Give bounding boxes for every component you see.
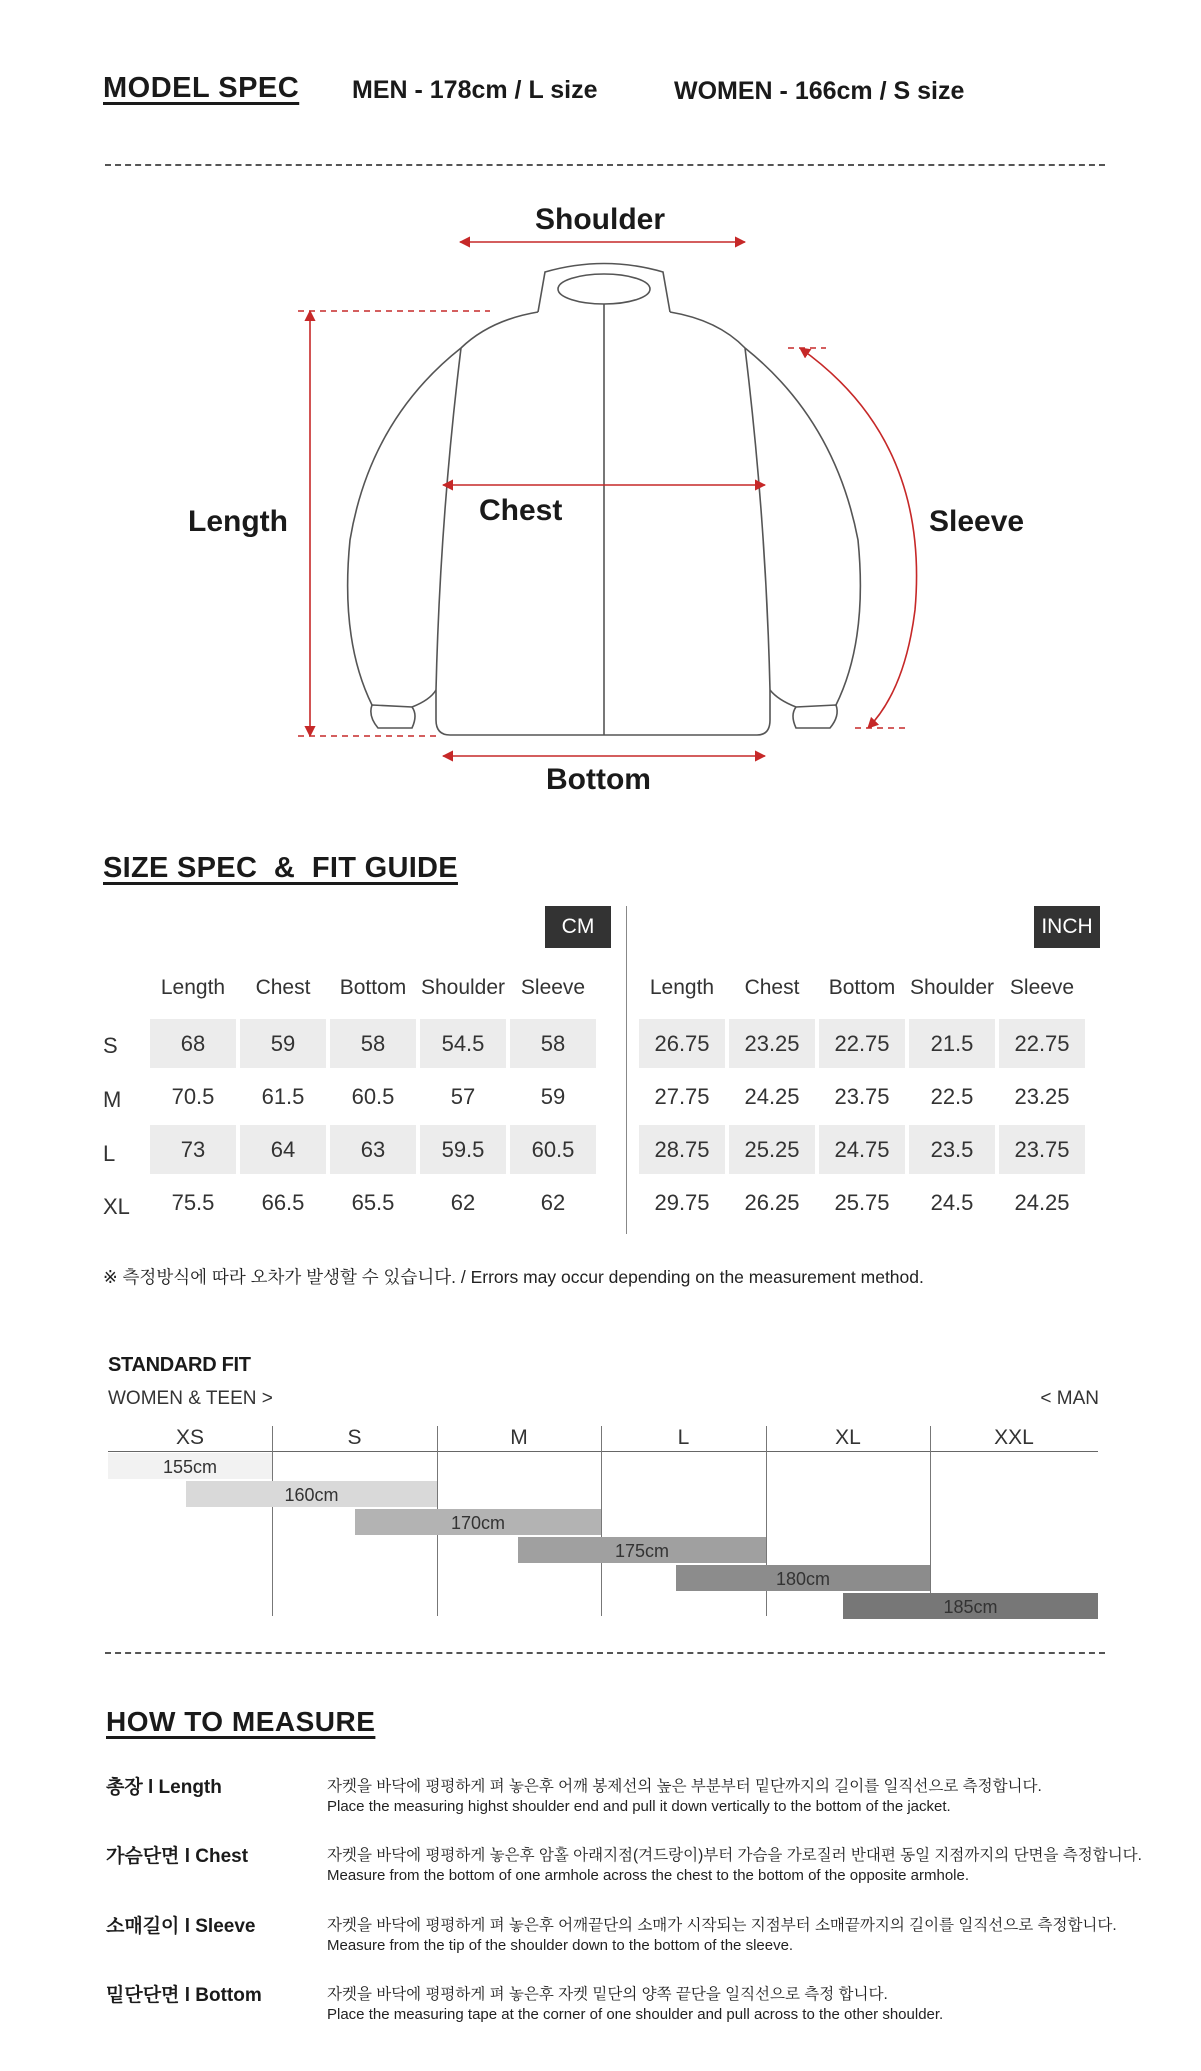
cell: 23.5	[909, 1125, 995, 1174]
cell: 24.5	[930, 1189, 974, 1215]
cell: 66.5	[261, 1189, 305, 1215]
cell: 24.75	[819, 1125, 905, 1174]
table-row	[150, 1125, 596, 1174]
jacket-diagram	[0, 180, 1201, 820]
fit-divider	[601, 1426, 602, 1616]
measure-desc-ko: 자켓을 바닥에 평평하게 놓은후 암홀 아래지점(겨드랑이)부터 가슴을 가로질러 반대편 동일 지점까지의 단면을 측정합니다.	[327, 1847, 1142, 1864]
measure-desc-ko: 자켓을 바닥에 평평하게 펴 놓은후 어깨끝단의 소매가 시작되는 지점부터 소매끝까지의 길이를 일직선으로 측정합니다.	[327, 1917, 1117, 1934]
cell: 26.25	[744, 1189, 800, 1215]
fit-divider	[272, 1426, 273, 1616]
model-spec-title: MODEL SPEC	[103, 72, 300, 104]
how-to-measure-title: HOW TO MEASURE	[106, 1706, 376, 1737]
cell: 63	[330, 1125, 416, 1174]
table-row	[150, 1072, 596, 1121]
chest-label: Chest	[479, 494, 563, 527]
measure-term-bottom: 밑단단면 l Bottom	[106, 1985, 262, 2006]
cell: 23.25	[1014, 1083, 1070, 1109]
cell: 62	[540, 1189, 566, 1215]
col-header: Sleeve	[520, 976, 586, 999]
cell: 73	[150, 1125, 236, 1174]
cell: 24.25	[744, 1083, 800, 1109]
measurement-note: ※ 측정방식에 따라 오차가 발생할 수 있습니다. / Errors may occur depending on the measurement method.	[103, 1267, 924, 1287]
cell: 27.75	[654, 1083, 710, 1109]
col-header: Length	[160, 976, 226, 999]
cell: 58	[330, 1019, 416, 1068]
col-header: Bottom	[828, 976, 896, 999]
measure-desc-ko: 자켓을 바닥에 평평하게 펴 놓은후 자켓 밑단의 양쪽 끝단을 일직선으로 측정 합니다.	[327, 1986, 888, 2003]
fit-divider	[930, 1426, 931, 1616]
cell: 60.5	[510, 1125, 596, 1174]
cell: 59	[240, 1019, 326, 1068]
cell: 26.75	[639, 1019, 725, 1068]
fit-left-label: WOMEN & TEEN >	[108, 1388, 273, 1409]
jacket-outline	[348, 264, 861, 736]
cell: 25.25	[729, 1125, 815, 1174]
cell: 23.75	[999, 1125, 1085, 1174]
fit-bar-180: 180cm	[676, 1565, 930, 1591]
measure-term-length: 총장 l Length	[106, 1777, 222, 1798]
size-label-l: L	[103, 1141, 116, 1166]
bottom-label: Bottom	[546, 763, 651, 796]
cell: 65.5	[351, 1189, 395, 1215]
cell: 75.5	[171, 1189, 215, 1215]
divider	[105, 1652, 1105, 1654]
cell: 70.5	[171, 1083, 215, 1109]
table-row	[150, 1178, 596, 1227]
sleeve-label: Sleeve	[929, 505, 1025, 538]
table-row	[639, 1178, 1085, 1227]
table-row	[150, 1019, 596, 1068]
fit-right-label: < MAN	[1040, 1388, 1099, 1409]
cell: 22.75	[999, 1019, 1085, 1068]
cell: 58	[510, 1019, 596, 1068]
cell: 59	[540, 1083, 566, 1109]
fit-chart	[108, 1426, 1098, 1616]
cell: 61.5	[261, 1083, 305, 1109]
size-label-s: S	[103, 1033, 118, 1058]
col-header: Shoulder	[909, 976, 995, 999]
cell: 24.25	[1014, 1189, 1070, 1215]
shoulder-label: Shoulder	[535, 203, 666, 236]
fit-bar-155: 155cm	[108, 1453, 272, 1479]
cell: 28.75	[639, 1125, 725, 1174]
fit-size-s: S	[347, 1426, 362, 1449]
length-label: Length	[188, 505, 288, 538]
size-label-xl: XL	[103, 1194, 130, 1219]
fit-bar-185: 185cm	[843, 1593, 1098, 1619]
model-spec-men: MEN - 178cm / L size	[352, 76, 598, 104]
col-header: Length	[649, 976, 715, 999]
measure-desc-en: Place the measuring tape at the corner of one shoulder and pull across to the other shoulder.	[327, 2006, 944, 2023]
size-label-m: M	[103, 1087, 122, 1112]
fit-size-xl: XL	[835, 1426, 861, 1449]
cell: 64	[240, 1125, 326, 1174]
measure-desc-en: Measure from the tip of the shoulder down to the bottom of the sleeve.	[327, 1937, 794, 1954]
inch-table	[635, 957, 1089, 1231]
measure-term-sleeve: 소매길이 l Sleeve	[106, 1916, 256, 1937]
col-header: Sleeve	[1009, 976, 1075, 999]
col-header: Shoulder	[420, 976, 506, 999]
cell: 21.5	[909, 1019, 995, 1068]
fit-bar-170: 170cm	[355, 1509, 601, 1535]
unit-inch-badge: INCH	[1034, 906, 1100, 948]
cell: 57	[450, 1083, 476, 1109]
cell: 59.5	[420, 1125, 506, 1174]
cell: 25.75	[834, 1189, 890, 1215]
cm-table	[146, 957, 600, 1231]
table-row	[639, 1125, 1085, 1174]
unit-cm-badge: CM	[545, 906, 611, 948]
col-header: Bottom	[339, 976, 407, 999]
fit-size-m: M	[510, 1426, 528, 1449]
fit-baseline	[108, 1451, 1098, 1452]
divider	[105, 164, 1105, 166]
measure-term-chest: 가슴단면 l Chest	[106, 1846, 249, 1867]
table-divider	[626, 906, 627, 1234]
size-spec-title: SIZE SPEC & FIT GUIDE	[103, 852, 458, 884]
standard-fit-title: STANDARD FIT	[108, 1354, 251, 1376]
cell: 22.75	[819, 1019, 905, 1068]
fit-size-l: L	[677, 1426, 690, 1449]
fit-bar-175: 175cm	[518, 1537, 766, 1563]
model-spec-women: WOMEN - 166cm / S size	[674, 77, 965, 105]
fit-size-xs: XS	[175, 1426, 204, 1449]
cell: 54.5	[420, 1019, 506, 1068]
measure-desc-en: Measure from the bottom of one armhole across the chest to the bottom of the opposite armhole.	[327, 1867, 970, 1884]
col-header: Chest	[744, 976, 800, 999]
cell: 62	[450, 1189, 476, 1215]
table-row	[639, 1072, 1085, 1121]
measure-desc-en: Place the measuring highst shoulder end and pull it down vertically to the bottom of the jacket.	[327, 1798, 951, 1815]
measure-desc-ko: 자켓을 바닥에 평평하게 펴 놓은후 어깨 봉제선의 높은 부분부터 밑단까지의 길이를 일직선으로 측정합니다.	[327, 1778, 1042, 1795]
fit-size-xxl: XXL	[994, 1426, 1034, 1449]
table-row	[639, 1019, 1085, 1068]
cell: 22.5	[930, 1083, 974, 1109]
fit-bar-160: 160cm	[186, 1481, 437, 1507]
col-header: Chest	[255, 976, 311, 999]
cell: 68	[150, 1019, 236, 1068]
cell: 23.75	[834, 1083, 890, 1109]
cell: 23.25	[729, 1019, 815, 1068]
cell: 29.75	[654, 1189, 710, 1215]
cell: 60.5	[351, 1083, 395, 1109]
